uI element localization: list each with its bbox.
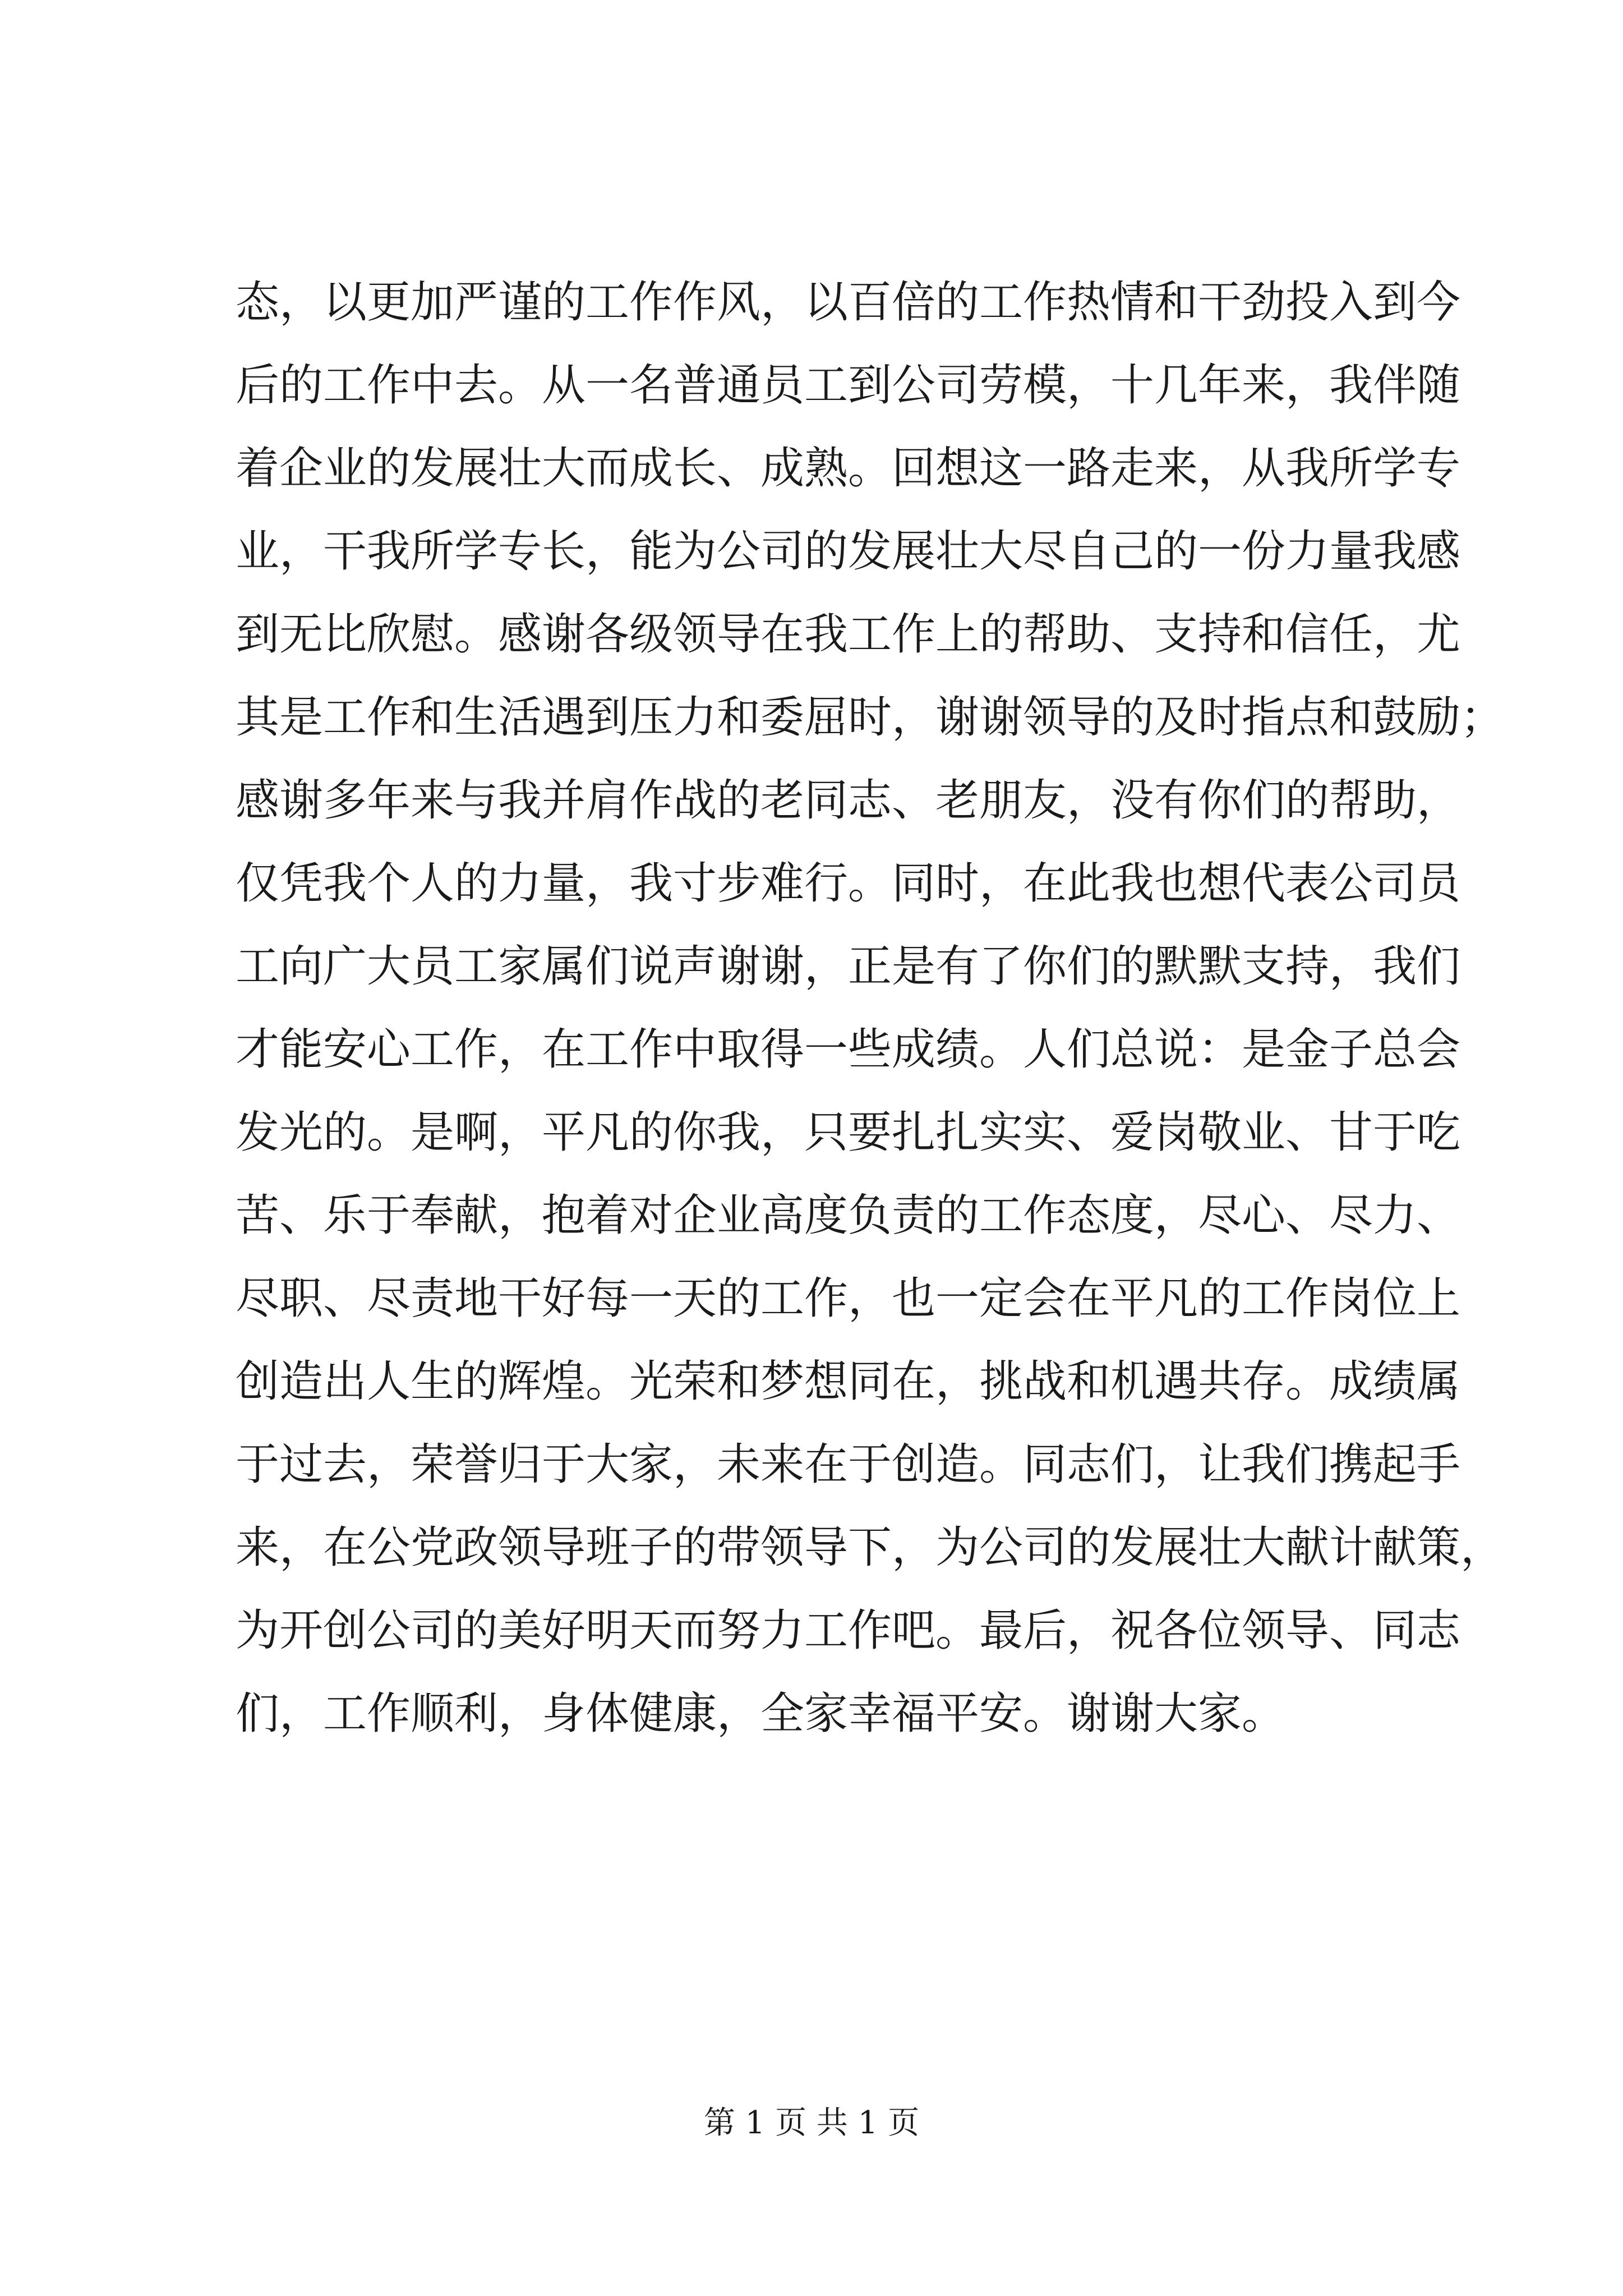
- text-line-17: 为开创公司的美好明天而努力工作吧。最后，祝各位领导、同志: [236, 1605, 1461, 1656]
- page-footer: [0, 2101, 1623, 2146]
- text-line-6: 其是工作和生活遇到压力和委屈时，谢谢领导的及时指点和鼓励；: [236, 692, 1505, 743]
- text-line-12: 苦、乐于奉献，抱着对企业高度负责的工作态度，尽心、尽力、: [236, 1190, 1461, 1241]
- text-line-8: 仅凭我个人的力量，我寸步难行。同时，在此我也想代表公司员: [236, 858, 1461, 909]
- text-line-9: 工向广大员工家属们说声谢谢，正是有了你们的默默支持，我们: [236, 941, 1461, 992]
- text-line-3: 着企业的发展壮大而成长、成熟。回想这一路走来，从我所学专: [236, 443, 1461, 494]
- text-line-13: 尽职、尽责地干好每一天的工作，也一定会在平凡的工作岗位上: [236, 1273, 1461, 1324]
- text-line-10: 才能安心工作，在工作中取得一些成绩。人们总说：是金子总会: [236, 1024, 1461, 1075]
- text-line-14: 创造出人生的辉煌。光荣和梦想同在，挑战和机遇共存。成绩属: [236, 1356, 1461, 1407]
- text-line-18: 们，工作顺利，身体健康，全家幸福平安。谢谢大家。: [236, 1688, 1286, 1739]
- text-line-15: 于过去，荣誉归于大家，未来在于创造。同志们，让我们携起手: [236, 1439, 1461, 1490]
- text-line-7: 感谢多年来与我并肩作战的老同志、老朋友，没有你们的帮助，: [236, 775, 1461, 826]
- text-line-4: 业，干我所学专长，能为公司的发展壮大尽自己的一份力量我感: [236, 526, 1461, 577]
- page-number-label: 第 1 页 共 1 页: [703, 2105, 920, 2141]
- text-line-2: 后的工作中去。从一名普通员工到公司劳模，十几年来，我伴随: [236, 360, 1461, 411]
- text-line-5: 到无比欣慰。感谢各级领导在我工作上的帮助、支持和信任，尤: [236, 609, 1461, 660]
- text-line-1: 态，以更加严谨的工作作风，以百倍的工作热情和干劲投入到今: [236, 277, 1461, 328]
- body-paragraph: [236, 261, 1505, 1755]
- text-line-16: 来，在公党政领导班子的带领导下，为公司的发展壮大献计献策，: [236, 1522, 1505, 1573]
- text-line-11: 发光的。是啊，平凡的你我，只要扎扎实实、爱岗敬业、甘于吃: [236, 1107, 1461, 1158]
